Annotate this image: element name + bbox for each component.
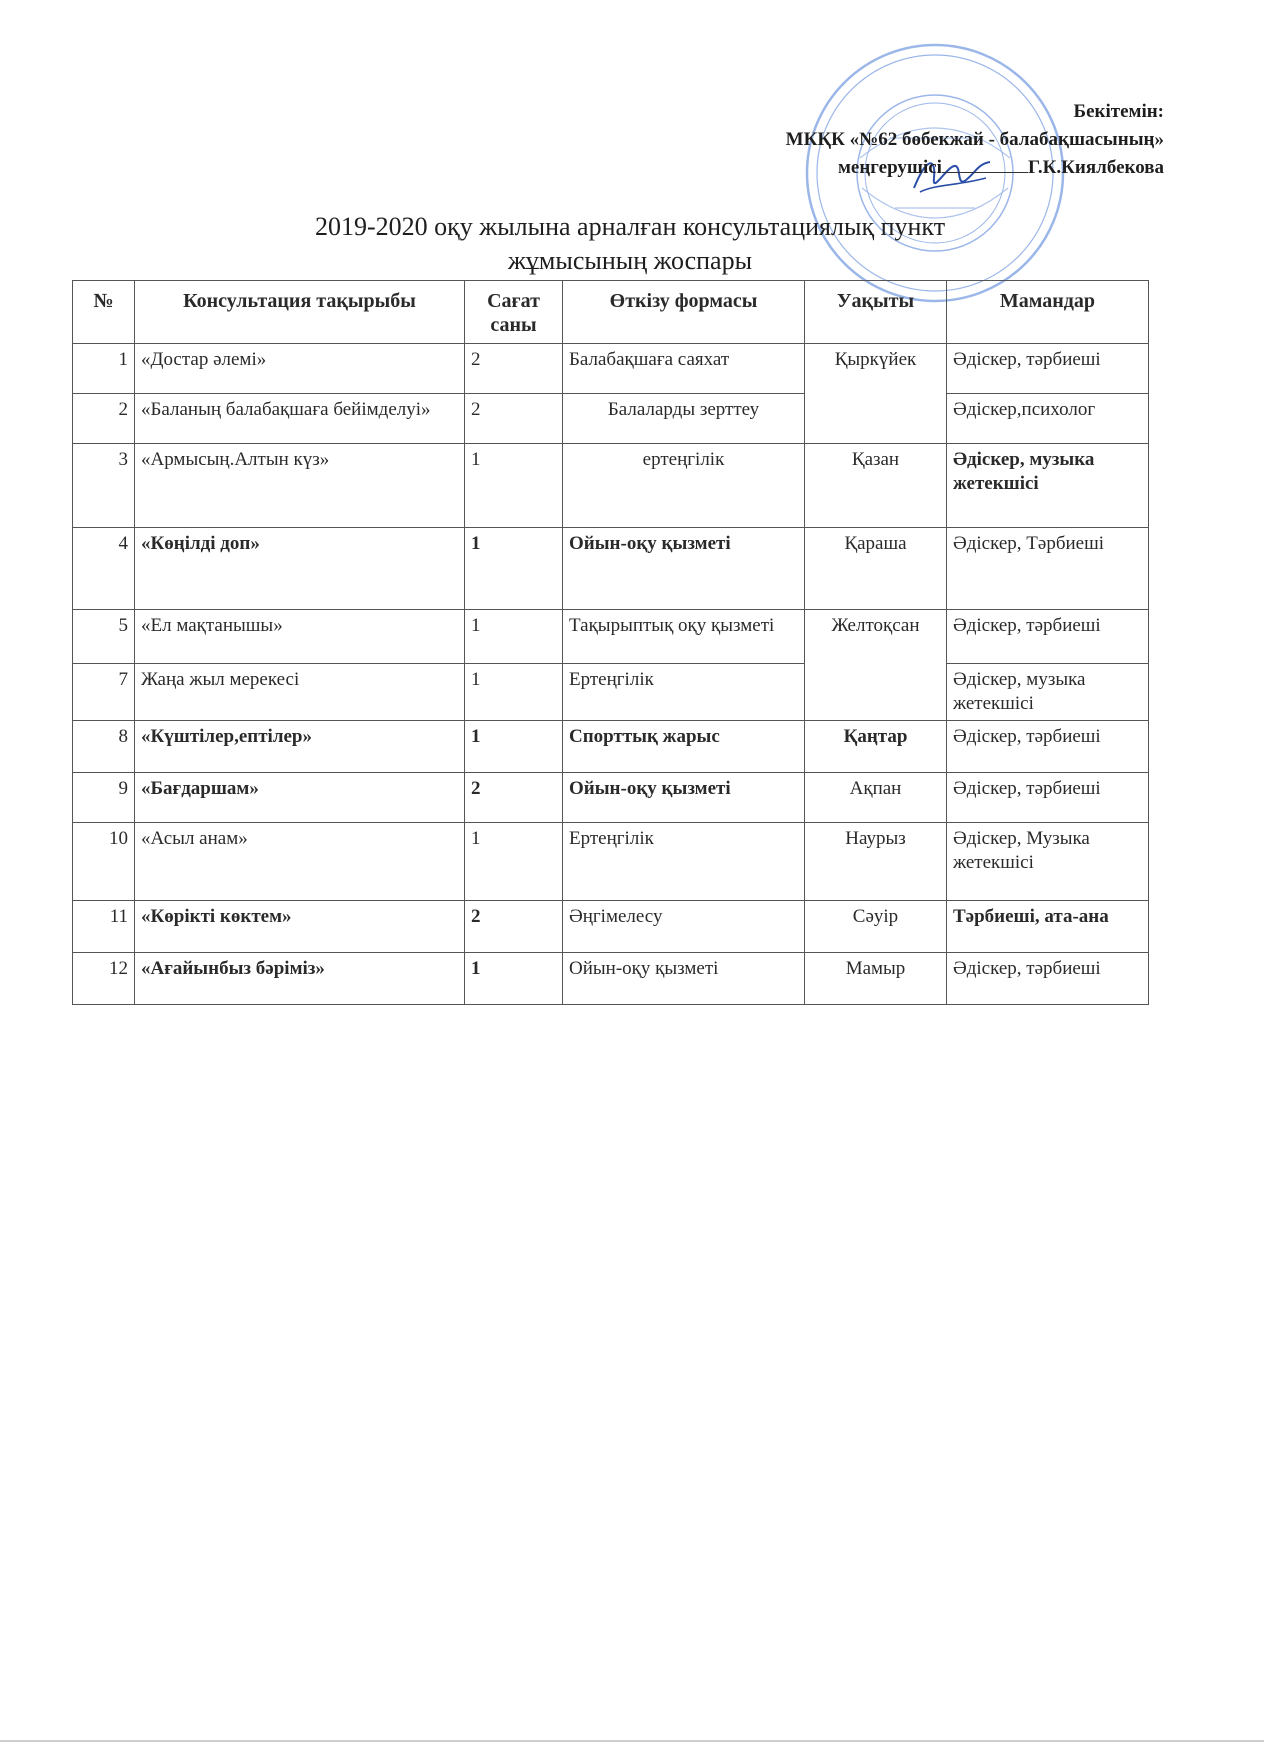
row-hours: 2 bbox=[465, 394, 563, 444]
row-specialists: Әдіскер, музыка жетекшісі bbox=[947, 664, 1149, 721]
row-num: 10 bbox=[73, 823, 135, 901]
row-hours: 2 bbox=[465, 901, 563, 953]
row-num: 7 bbox=[73, 664, 135, 721]
header-time: Уақыты bbox=[805, 281, 947, 344]
title-line-1: 2019-2020 оқу жылына арналған консультациялық пункт bbox=[314, 212, 946, 241]
table-row bbox=[73, 664, 1149, 721]
table-row bbox=[73, 823, 1149, 901]
row-topic: «Достар әлемі» bbox=[135, 344, 465, 394]
row-form: Ертеңгілік bbox=[563, 664, 805, 721]
row-topic: «Көрікті көктем» bbox=[135, 901, 465, 953]
row-num: 4 bbox=[73, 528, 135, 610]
row-num: 11 bbox=[73, 901, 135, 953]
row-hours: 1 bbox=[465, 823, 563, 901]
row-specialists: Әдіскер, тәрбиеші bbox=[947, 610, 1149, 664]
approval-signer bbox=[786, 154, 1164, 182]
row-time: Мамыр bbox=[805, 953, 947, 1005]
table-row bbox=[73, 610, 1149, 664]
table-row bbox=[73, 773, 1149, 823]
header-hours: Сағат саны bbox=[465, 281, 563, 344]
row-hours: 1 bbox=[465, 953, 563, 1005]
table-row bbox=[73, 721, 1149, 773]
row-hours: 1 bbox=[465, 444, 563, 528]
table-row bbox=[73, 344, 1149, 394]
table-row bbox=[73, 394, 1149, 444]
row-topic: «Баланың балабақшаға бейімделуі» bbox=[135, 394, 465, 444]
row-hours: 2 bbox=[465, 344, 563, 394]
approval-signer-name: Г.К.Киялбекова bbox=[1027, 157, 1164, 178]
approval-heading: Бекітемін: bbox=[1073, 101, 1164, 122]
row-time: Желтоқсан bbox=[805, 610, 947, 721]
row-form: Ойын-оқу қызметі bbox=[563, 773, 805, 823]
row-hours: 1 bbox=[465, 721, 563, 773]
row-specialists: Әдіскер,психолог bbox=[947, 394, 1149, 444]
row-specialists: Әдіскер, тәрбиеші bbox=[947, 721, 1149, 773]
document-title bbox=[200, 210, 1060, 278]
title-line-2: жұмысының жоспары bbox=[507, 246, 753, 275]
row-time: Сәуір bbox=[805, 901, 947, 953]
approval-organization: МКҚК «№62 бөбекжай - балабақшасының» bbox=[785, 129, 1164, 150]
row-topic: «Армысың.Алтын күз» bbox=[135, 444, 465, 528]
table-header-row bbox=[73, 281, 1149, 344]
row-num: 5 bbox=[73, 610, 135, 664]
table-row bbox=[73, 901, 1149, 953]
row-num: 3 bbox=[73, 444, 135, 528]
header-form: Өткізу формасы bbox=[563, 281, 805, 344]
row-form: Тақырыптық оқу қызметі bbox=[563, 610, 805, 664]
row-form: Спорттық жарыс bbox=[563, 721, 805, 773]
row-form: Балабақшаға саяхат bbox=[563, 344, 805, 394]
table-row bbox=[73, 444, 1149, 528]
row-topic: Жаңа жыл мерекесі bbox=[135, 664, 465, 721]
row-topic: «Көңілді доп» bbox=[135, 528, 465, 610]
row-hours: 1 bbox=[465, 664, 563, 721]
row-num: 1 bbox=[73, 344, 135, 394]
row-form: Ойын-оқу қызметі bbox=[563, 528, 805, 610]
row-time: Ақпан bbox=[805, 773, 947, 823]
row-topic: «Бағдаршам» bbox=[135, 773, 465, 823]
row-time: Наурыз bbox=[805, 823, 947, 901]
row-form: Балаларды зерттеу bbox=[563, 394, 805, 444]
row-hours: 1 bbox=[465, 610, 563, 664]
row-num: 2 bbox=[73, 394, 135, 444]
row-specialists: Тәрбиеші, ата-ана bbox=[947, 901, 1149, 953]
row-specialists: Әдіскер, тәрбиеші bbox=[947, 344, 1149, 394]
row-num: 12 bbox=[73, 953, 135, 1005]
table-row bbox=[73, 528, 1149, 610]
row-time: Қаңтар bbox=[805, 721, 947, 773]
row-num: 8 bbox=[73, 721, 135, 773]
row-specialists: Әдіскер, тәрбиеші bbox=[947, 953, 1149, 1005]
header-num: № bbox=[73, 281, 135, 344]
row-hours: 2 bbox=[465, 773, 563, 823]
scan-edge-line bbox=[0, 1740, 1264, 1742]
row-topic: «Ел мақтанышы» bbox=[135, 610, 465, 664]
header-specialists: Мамандар bbox=[947, 281, 1149, 344]
row-time: Қыркүйек bbox=[805, 344, 947, 444]
approval-signer-role: меңгерушісі bbox=[837, 157, 942, 178]
row-time: Қараша bbox=[805, 528, 947, 610]
row-hours: 1 bbox=[465, 528, 563, 610]
row-form: Әңгімелесу bbox=[563, 901, 805, 953]
table-row bbox=[73, 953, 1149, 1005]
approval-block bbox=[786, 98, 1164, 182]
row-specialists: Әдіскер, музыка жетекшісі bbox=[947, 444, 1149, 528]
row-time: Қазан bbox=[805, 444, 947, 528]
plan-table bbox=[72, 280, 1149, 1005]
row-num: 9 bbox=[73, 773, 135, 823]
header-topic: Консультация тақырыбы bbox=[135, 281, 465, 344]
row-specialists: Әдіскер, тәрбиеші bbox=[947, 773, 1149, 823]
signature-line bbox=[942, 154, 1028, 173]
row-topic: «Асыл анам» bbox=[135, 823, 465, 901]
row-specialists: Әдіскер, Музыка жетекшісі bbox=[947, 823, 1149, 901]
row-form: ертеңгілік bbox=[563, 444, 805, 528]
row-form: Ойын-оқу қызметі bbox=[563, 953, 805, 1005]
row-specialists: Әдіскер, Тәрбиеші bbox=[947, 528, 1149, 610]
row-topic: «Ағайынбыз бәріміз» bbox=[135, 953, 465, 1005]
row-form: Ертеңгілік bbox=[563, 823, 805, 901]
row-topic: «Күштілер,ептілер» bbox=[135, 721, 465, 773]
